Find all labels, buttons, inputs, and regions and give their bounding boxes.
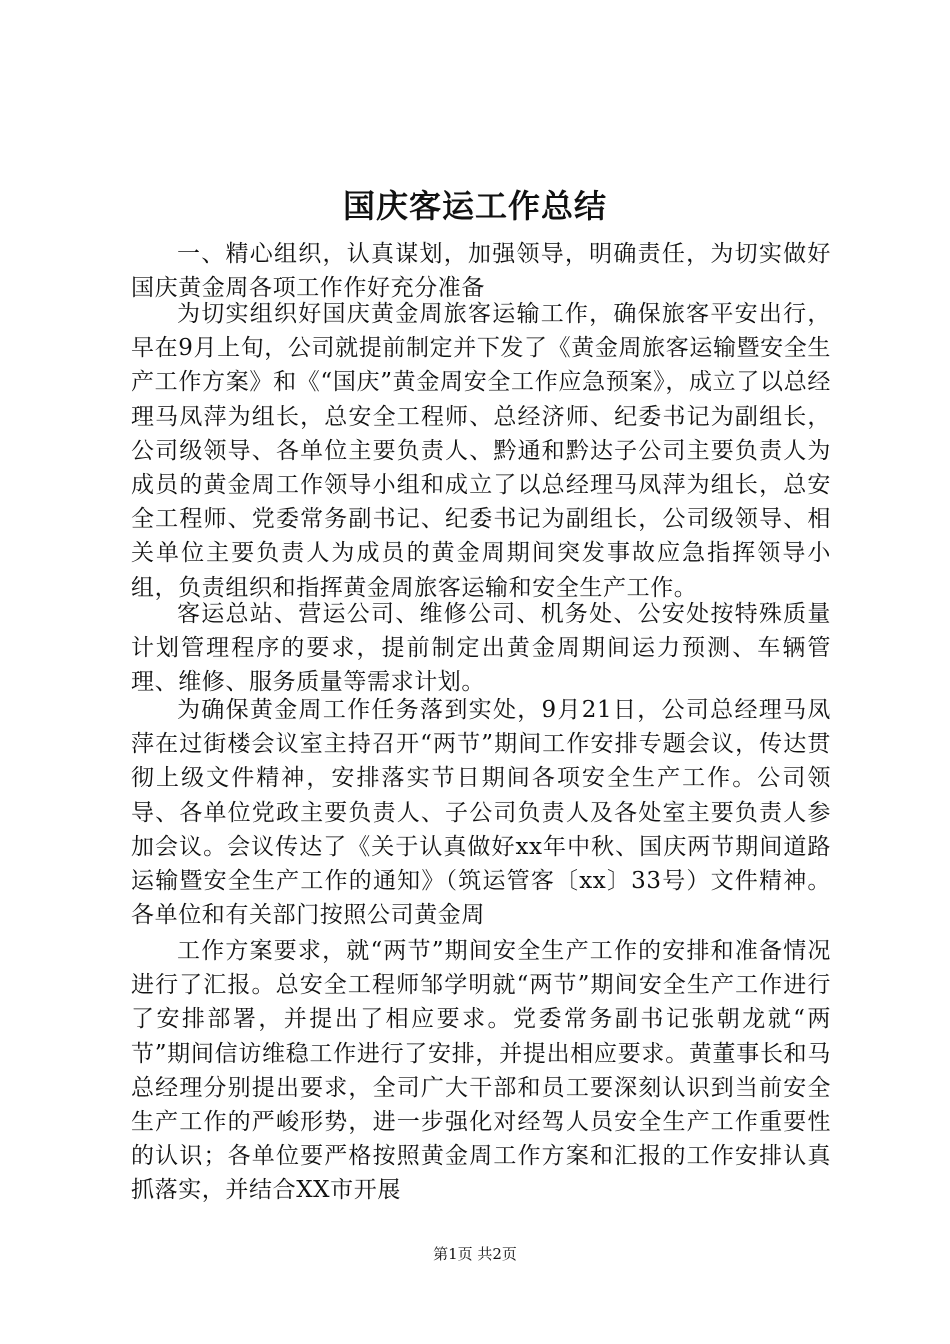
paragraph-body: 为确保黄金周工作任务落到实处，9月21日，公司总经理马凤萍在过街楼会议室主持召开“两节”期间工作安排专题会议，传达贯彻上级文件精神，安排落实节日期间各项安全生产工作。公司领导、各单位党政主要负责人、子公司负责人及各处室主要负责人参加会议。会议传达了《关于认真做好xx年中秋、国庆两节期间道路运输暨安全生产工作的通知》（筑运管客〔xx〕33号）文件精神。各单位和有关部门按照公司黄金周 bbox=[131, 697, 831, 929]
paragraph-body: 客运总站、营运公司、维修公司、机务处、公安处按特殊质量计划管理程序的要求，提前制定出黄金周期间运力预测、车辆管理、维修、服务质量等需求计划。 bbox=[131, 601, 831, 696]
paragraph-heading-1: 一、精心组织，认真谋划，加强领导，明确责任，为切实做好国庆黄金周各项工作作好充分准备 bbox=[131, 241, 831, 302]
paragraph-body: 工作方案要求，就“两节”期间安全生产工作的安排和准备情况进行了汇报。总安全工程师邹学明就“两节”期间安全生产工作进行了安排部署，并提出了相应要求。党委常务副书记张朝龙就“两节”期间信访维稳工作进行了安排，并提出相应要求。黄董事长和马总经理分别提出要求，全司广大干部和员工要深刻认识到当前安全生产工作的严峻形势，进一步强化对经驾人员安全生产工作重要性的认识；各单位要严格按照黄金周工作方案和汇报的工作安排认真抓落实，并结合XX市开展 bbox=[131, 938, 831, 1204]
document-title: 国庆客运工作总结 bbox=[342, 187, 607, 225]
paragraph-body: 为切实组织好国庆黄金周旅客运输工作，确保旅客平安出行，早在9月上旬，公司就提前制定并下发了《黄金周旅客运输暨安全生产工作方案》和《“国庆”黄金周安全工作应急预案》，成立了以总经理马凤萍为组长，总安全工程师、总经济师、纪委书记为副组长，公司级领导、各单位主要负责人、黔通和黔达子公司主要负责人为成员的黄金周工作领导小组和成立了以总经理马凤萍为组长，总安全工程师、党委常务副书记、纪委书记为副组长，公司级领导、相关单位主要负责人为成员的黄金周期间突发事故应急指挥领导小组，负责组织和指挥黄金周旅客运输和安全生产工作。 bbox=[131, 301, 831, 601]
page-number-footer: 第1页 共2页 bbox=[433, 1245, 517, 1263]
